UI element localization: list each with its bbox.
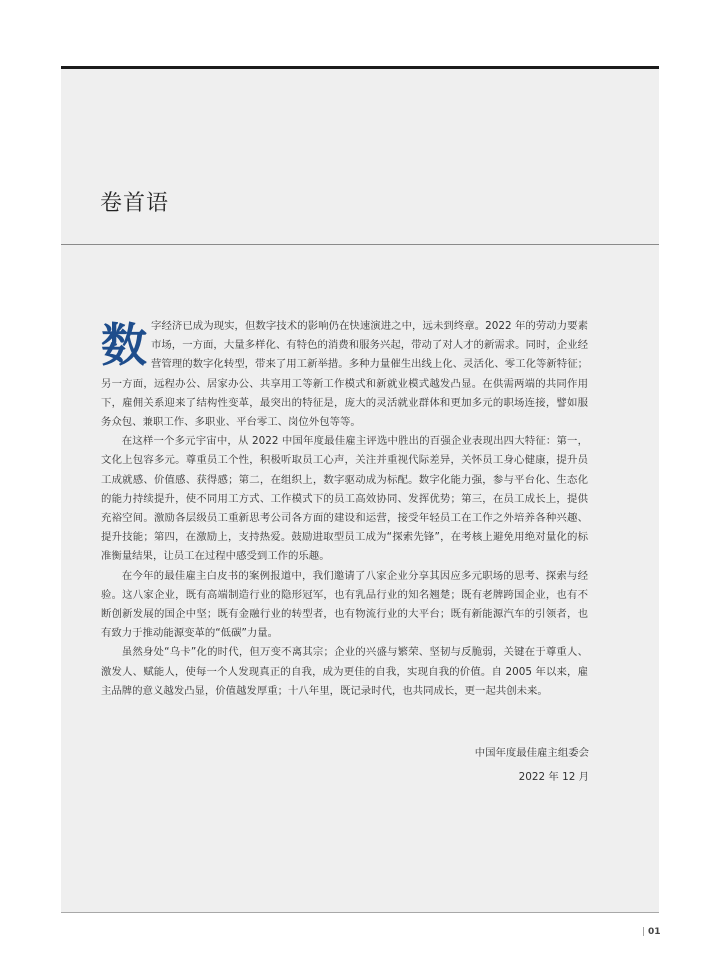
dropcap: 数: [101, 318, 147, 372]
page-panel: [61, 66, 659, 913]
paragraph-1-text: 字经济已成为现实，但数字技术的影响仍在快速演进之中，远未到终章。2022 年的劳动力要素市场，一方面，大量多样化、有特色的消费和服务兴起，带动了对人才的新需求。同时，企业经营管理的数字化转型，带来了用工新举措。多种力量催生出线上化、灵活化、零工化等新特征；另一方面，远程办公、居家办公、共享用工等新工作模式和新就业模式越发凸显。在供需两端的共同作用下，雇佣关系迎来了结构性变革，最突出的特征是，庞大的灵活就业群体和更加多元的职场连接，譬如服务众包、兼职工作、多职业、平台零工、岗位外包等等。: [101, 320, 588, 429]
page-number-bar: |: [642, 927, 646, 937]
paragraph-2: 在这样一个多元宇宙中，从 2022 中国年度最佳雇主评选中胜出的百强企业表现出四大特征：第一，文化上包容多元。尊重员工个性，积极听取员工心声，关注并重视代际差异，关怀员工身心健康，提升员工成就感、价值感、获得感；第二，在组织上，数字驱动成为标配。数字化能力强，参与平台化、生态化的能力持续提升，使不同用工方式、工作模式下的员工高效协同、发挥优势；第三，在员工成长上，提供充裕空间。激励各层级员工重新思考公司各方面的建设和运营，接受年轻员工在工作之外培养各种兴趣、提升技能；第四，在激励上，支持热爱。鼓励进取型员工成为“探索先锋”，在考核上避免用绝对量化的标准衡量结果，让员工在过程中感受到工作的乐趣。: [101, 435, 588, 563]
paragraph-4: 虽然身处“乌卡”化的时代，但万变不离其宗；企业的兴盛与繁荣、坚韧与反脆弱，关键在于尊重人、激发人、赋能人，使每一个人发现真正的自我，成为更佳的自我，实现自我的价值。自 2005 年以来，雇主品牌的意义越发凸显，价值越发厚重；十八年里，既记录时代，也共同成长，更一起共创未来。: [101, 646, 588, 697]
title-divider: [61, 244, 659, 245]
paragraph-3: 在今年的最佳雇主白皮书的案例报道中，我们邀请了八家企业分享其因应多元职场的思考、探索与经验。这八家企业，既有高端制造行业的隐形冠军，也有乳品行业的知名翘楚；既有老牌跨国企业，也有不断创新发展的国企中坚；既有金融行业的转型者，也有物流行业的大平台；既有新能源汽车的引领者，也有致力于推动能源变革的“低碳”力量。: [101, 569, 588, 640]
signature-org: 中国年度最佳雇主组委会: [474, 747, 589, 759]
page-title: 卷首语: [100, 191, 170, 216]
page-number-value: 01: [648, 927, 661, 937]
paragraph-1: [101, 317, 588, 432]
signature-block: [475, 741, 589, 789]
signature-date: 2022 年 12 月: [518, 771, 589, 783]
article-body: [101, 317, 588, 701]
page-number: [642, 927, 661, 937]
